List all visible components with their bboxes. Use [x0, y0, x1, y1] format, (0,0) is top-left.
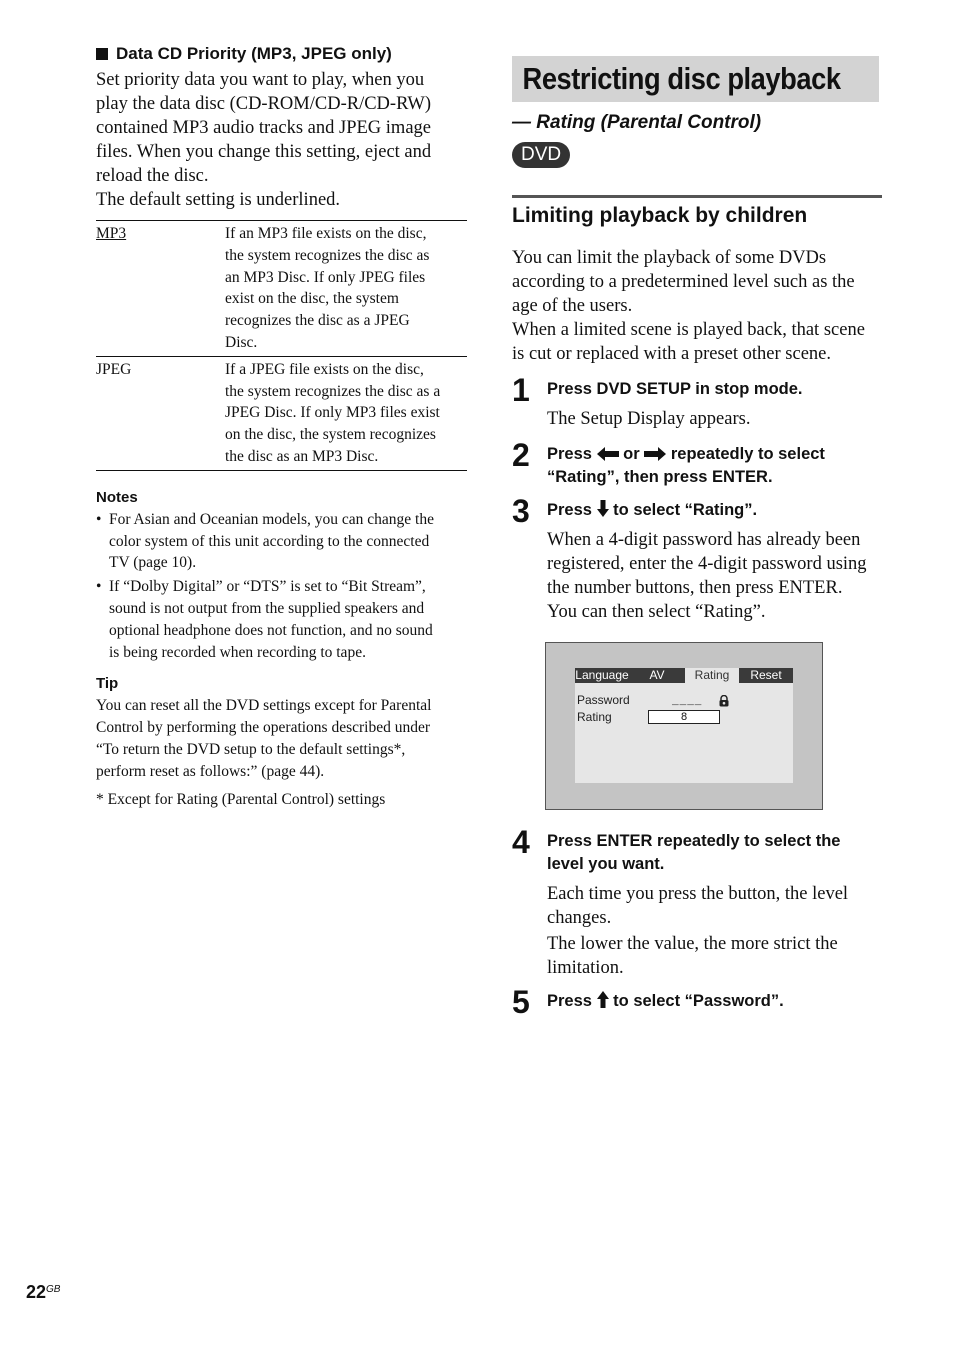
list-item: • If “Dolby Digital” or “DTS” is set to “Bit Stream”, sound is not output from the supplied speakers and optional headphone does not function, and no sound is being recorded when recording to tape.	[96, 578, 433, 661]
tab-language[interactable]: Language	[575, 668, 629, 682]
setup-tabs	[575, 668, 793, 683]
tab-av[interactable]: AV	[629, 668, 685, 683]
intro-text: You can limit the playback of some DVDs according to a predetermined level such as the age of the users. When a limited scene is played back, that scene is cut or replaced with a preset other scene.	[512, 248, 865, 364]
down-arrow-icon	[597, 500, 609, 517]
right-column	[512, 56, 882, 1020]
rating-value-field[interactable]: 8	[648, 710, 720, 724]
rating-label: Rating	[577, 710, 612, 724]
step-number: 2	[512, 437, 530, 473]
option-description: If an MP3 file exists on the disc, the system recognizes the disc as an MP3 Disc. If only JPEG files exist on the disc, the system recognizes the disc as a JPEG Disc.	[225, 225, 430, 351]
footnote: * Except for Rating (Parental Control) settings	[96, 790, 386, 808]
setup-display-screen	[545, 642, 823, 810]
divider	[512, 195, 882, 198]
page-title: Restricting disc playback	[522, 61, 841, 96]
step-title: Press to select “Rating”.	[547, 501, 758, 519]
tip-heading: Tip	[96, 675, 119, 693]
option-description: If a JPEG file exists on the disc, the system recognizes the disc as a JPEG Disc. If only MP3 files exist on the disc, the system recognizes the disc as an MP3 Disc.	[225, 360, 441, 465]
step-number: 3	[512, 493, 530, 529]
step-title: Press to select “Password”.	[547, 992, 784, 1010]
page-subtitle: — Rating (Parental Control)	[512, 112, 762, 133]
subheading: Limiting playback by children	[512, 204, 808, 227]
section-intro: Set priority data you want to play, when you play the data disc (CD-ROM/CD-R/CD-RW) contained MP3 audio tracks and JPEG image files. When you change this setting, eject and reload the disc. The default setting is underlined.	[96, 70, 432, 210]
section-title: Data CD Priority (MP3, JPEG only)	[116, 44, 392, 63]
title-banner	[512, 56, 879, 102]
list-item: • For Asian and Oceanian models, you can change the color system of this unit according to the connected TV (page 10).	[96, 510, 434, 572]
left-column	[96, 44, 468, 810]
step-body: When a 4-digit password has already been registered, enter the 4-digit password using the number buttons, then press ENTER. You can then select “Rating”.	[547, 530, 867, 622]
left-arrow-icon	[597, 447, 619, 461]
notes-list	[96, 509, 468, 664]
up-arrow-icon	[597, 991, 609, 1008]
step-title: Press or repeatedly to select “Rating”, then press ENTER.	[547, 445, 825, 486]
dvd-badge: DVD	[512, 142, 570, 168]
tab-rating[interactable]: Rating	[685, 668, 739, 683]
password-field[interactable]: ____	[672, 696, 703, 708]
step-3	[512, 493, 882, 624]
password-label: Password	[577, 693, 630, 707]
options-table	[96, 220, 467, 471]
notes-heading: Notes	[96, 488, 138, 506]
step-title: Press DVD SETUP in stop mode.	[547, 380, 803, 398]
step-number: 1	[512, 372, 530, 408]
step-number: 4	[512, 824, 530, 860]
option-name: JPEG	[96, 360, 132, 378]
square-bullet-icon	[96, 48, 108, 60]
setup-panel	[575, 668, 793, 783]
right-arrow-icon	[644, 447, 666, 461]
step-number: 5	[512, 984, 530, 1020]
table-row	[96, 221, 467, 357]
default-note: The default setting is underlined.	[96, 190, 341, 210]
step-title: Press ENTER repeatedly to select the level you want.	[547, 832, 841, 873]
step-5	[512, 984, 882, 1020]
step-body: The lower the value, the more strict the limitation.	[547, 934, 838, 978]
step-2	[512, 437, 882, 489]
section-heading	[96, 44, 468, 64]
option-name: MP3	[96, 225, 127, 242]
step-body: The Setup Display appears.	[547, 409, 751, 429]
step-4	[512, 824, 882, 980]
page-number: $22^{GB}$	[26, 1282, 61, 1302]
lock-icon	[718, 695, 730, 707]
tip-text: You can reset all the DVD settings except for Parental Control by performing the operations described under “To return the DVD setup to the default settings*, perform reset as follows:” (page 44).	[96, 697, 432, 780]
table-row	[96, 356, 467, 470]
tab-reset[interactable]: Reset	[739, 668, 793, 683]
step-1	[512, 372, 882, 431]
step-body: Each time you press the button, the level changes.	[547, 884, 849, 928]
